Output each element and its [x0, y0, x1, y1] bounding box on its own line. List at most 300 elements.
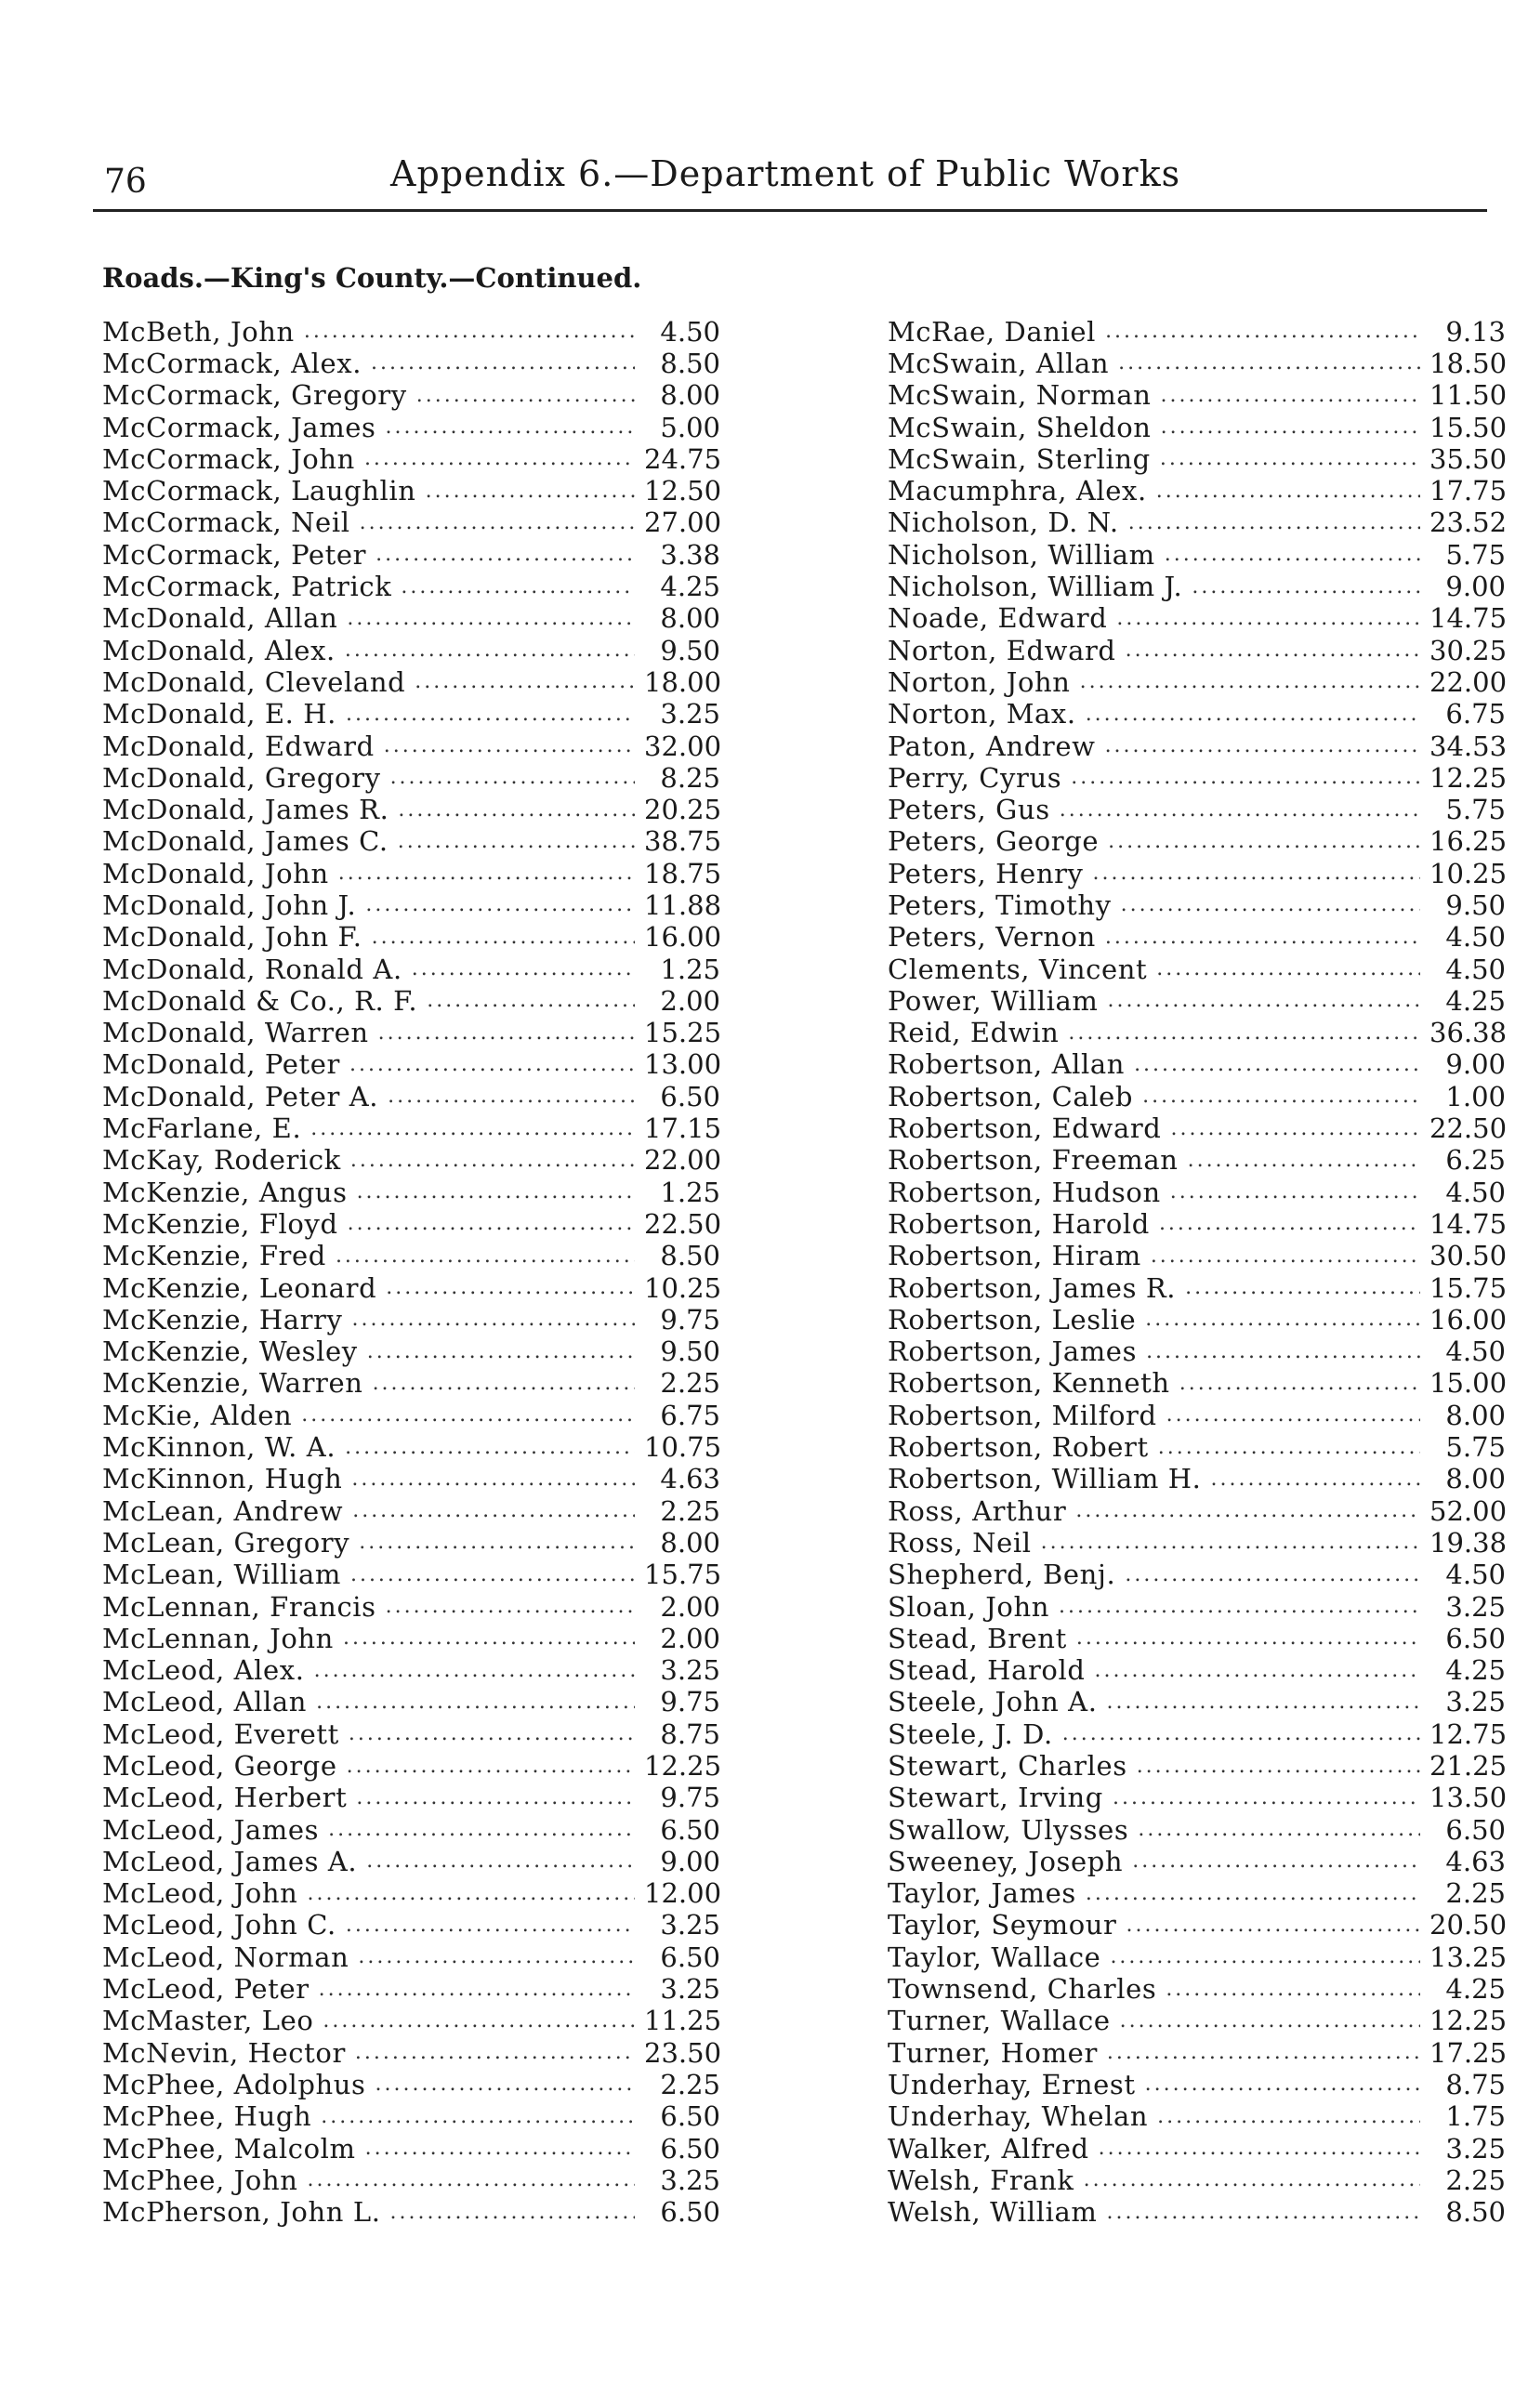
- entry-amount: 4.50: [1445, 1559, 1506, 1591]
- entry-name: McDonald & Co., R. F.: [102, 984, 418, 1017]
- entry-name: McDonald, Warren: [102, 1017, 369, 1049]
- dot-leader: [348, 1214, 635, 1234]
- entry-name: Ross, Neil: [888, 1526, 1032, 1559]
- entry-name: Stead, Harold: [888, 1654, 1086, 1687]
- dot-leader: [1075, 1501, 1420, 1521]
- list-item: [888, 2133, 1506, 2165]
- entry-name: Stewart, Charles: [888, 1750, 1127, 1782]
- entry-name: Shepherd, Benj.: [888, 1559, 1116, 1591]
- list-item: [888, 1846, 1506, 1877]
- entry-amount: 10.25: [1429, 857, 1508, 889]
- list-item: [888, 1177, 1506, 1208]
- list-item: [102, 475, 720, 507]
- list-item: [102, 1527, 720, 1559]
- dot-leader: [308, 2170, 635, 2191]
- entry-amount: 8.00: [660, 602, 720, 635]
- dot-leader: [367, 1342, 635, 1362]
- entry-name: McPherson, John L.: [102, 2196, 381, 2229]
- list-item: [888, 985, 1506, 1017]
- entry-name: McLean, William: [102, 1559, 341, 1591]
- dot-leader: [1059, 1597, 1420, 1617]
- entry-amount: 18.50: [1429, 347, 1508, 379]
- entry-name: Robertson, William H.: [888, 1463, 1202, 1495]
- list-item: [888, 316, 1506, 348]
- entry-amount: 3.25: [660, 1909, 720, 1941]
- dot-leader: [352, 1309, 635, 1330]
- dot-leader: [352, 1501, 635, 1521]
- list-item: [888, 1272, 1506, 1304]
- entry-name: McCormack, Gregory: [102, 379, 407, 412]
- entry-name: McDonald, James C.: [102, 825, 389, 858]
- entry-name: McPhee, Adolphus: [102, 2068, 366, 2100]
- entry-amount: 5.75: [1445, 538, 1506, 571]
- entry-name: Robertson, Allan: [888, 1048, 1126, 1081]
- entry-name: Peters, Vernon: [888, 921, 1096, 954]
- entry-amount: 27.00: [644, 507, 722, 539]
- entry-amount: 22.50: [1429, 1112, 1508, 1145]
- entry-name: Robertson, Edward: [888, 1112, 1162, 1145]
- dot-leader: [1106, 2203, 1420, 2223]
- dot-leader: [336, 1246, 635, 1267]
- dot-leader: [1156, 481, 1420, 502]
- dot-leader: [349, 1055, 635, 1075]
- list-item: [102, 794, 720, 825]
- entry-amount: 5.75: [1445, 1431, 1506, 1464]
- list-item: [888, 2069, 1506, 2100]
- left-column-list: [102, 316, 720, 2229]
- entry-amount: 1.00: [1445, 1080, 1506, 1112]
- entry-name: Nicholson, D. N.: [888, 507, 1119, 539]
- list-item: [888, 603, 1506, 635]
- dot-leader: [1126, 640, 1420, 661]
- entry-amount: 6.75: [1445, 698, 1506, 730]
- dot-leader: [347, 609, 635, 629]
- entry-amount: 3.25: [1445, 2132, 1506, 2165]
- list-item: [102, 922, 720, 954]
- dot-leader: [1156, 959, 1420, 980]
- entry-name: Robertson, Freeman: [888, 1144, 1179, 1177]
- entry-name: McLeod, George: [102, 1750, 337, 1782]
- entry-name: McLeod, Everett: [102, 1717, 339, 1750]
- dot-leader: [390, 768, 635, 788]
- entry-name: Walker, Alfred: [888, 2132, 1089, 2165]
- entry-name: McDonald, John: [102, 857, 329, 889]
- dot-leader: [398, 832, 635, 852]
- entry-amount: 15.00: [1429, 1367, 1508, 1400]
- list-item: [888, 954, 1506, 985]
- entry-amount: 3.25: [660, 1654, 720, 1687]
- dot-leader: [338, 863, 635, 884]
- entry-amount: 1.25: [660, 1176, 720, 1208]
- list-item: [102, 1495, 720, 1527]
- dot-leader: [1105, 322, 1420, 342]
- entry-name: Underhay, Whelan: [888, 2100, 1149, 2133]
- entry-name: Taylor, Seymour: [888, 1909, 1117, 1941]
- list-item: [102, 2165, 720, 2196]
- entry-amount: 2.25: [1445, 1877, 1506, 1910]
- list-item: [888, 1018, 1506, 1049]
- entry-amount: 2.25: [660, 2068, 720, 2100]
- entry-amount: 32.00: [644, 730, 722, 762]
- list-item: [102, 1431, 720, 1463]
- entry-name: McKie, Alden: [102, 1399, 293, 1431]
- dot-leader: [349, 1724, 635, 1744]
- list-item: [888, 922, 1506, 954]
- dot-leader: [1138, 1820, 1420, 1840]
- entry-name: Robertson, Harold: [888, 1207, 1150, 1240]
- list-item: [102, 2006, 720, 2037]
- entry-amount: 4.63: [1445, 1845, 1506, 1877]
- dot-leader: [1118, 353, 1420, 374]
- list-item: [888, 1464, 1506, 1495]
- list-item: [102, 1910, 720, 1941]
- list-item: [888, 2165, 1506, 2196]
- entry-name: Robertson, Kenneth: [888, 1367, 1170, 1400]
- entry-name: McCormack, John: [102, 442, 355, 475]
- list-item: [888, 443, 1506, 475]
- dot-leader: [378, 1023, 635, 1044]
- list-item: [888, 635, 1506, 666]
- entry-name: McDonald, James R.: [102, 794, 389, 826]
- entry-name: McLeod, Norman: [102, 1941, 349, 1973]
- entry-amount: 6.50: [660, 2132, 720, 2165]
- list-item: [102, 380, 720, 412]
- dot-leader: [427, 991, 635, 1011]
- entry-name: McLeod, Allan: [102, 1686, 308, 1718]
- list-item: [888, 1304, 1506, 1336]
- entry-amount: 13.00: [644, 1048, 722, 1081]
- entry-amount: 6.50: [660, 2196, 720, 2229]
- list-item: [102, 1591, 720, 1623]
- entry-name: McPhee, Malcolm: [102, 2132, 356, 2165]
- list-item: [102, 666, 720, 698]
- dot-leader: [415, 672, 635, 692]
- entry-amount: 4.50: [1445, 1176, 1506, 1208]
- dot-leader: [343, 1628, 635, 1649]
- entry-amount: 12.50: [644, 475, 722, 507]
- entry-amount: 6.50: [1445, 1813, 1506, 1846]
- entry-amount: 3.25: [660, 2164, 720, 2196]
- dot-leader: [1084, 2170, 1420, 2191]
- dot-leader: [375, 2074, 635, 2095]
- entry-amount: 23.52: [1429, 507, 1508, 539]
- dot-leader: [1158, 1438, 1420, 1458]
- dot-leader: [1211, 1469, 1420, 1490]
- dot-leader: [412, 959, 635, 980]
- entry-amount: 16.25: [1429, 825, 1508, 858]
- list-item: [102, 316, 720, 348]
- list-item: [888, 730, 1506, 762]
- dot-leader: [1159, 1214, 1420, 1234]
- dot-leader: [1126, 1915, 1420, 1936]
- list-item: [888, 1718, 1506, 1750]
- entry-name: McDonald, John J.: [102, 888, 357, 921]
- entry-name: McCormack, Patrick: [102, 571, 392, 603]
- list-item: [102, 2069, 720, 2100]
- entry-amount: 8.75: [660, 1717, 720, 1750]
- dot-leader: [1145, 1309, 1420, 1330]
- entry-amount: 36.38: [1429, 1017, 1508, 1049]
- entry-name: Clements, Vincent: [888, 953, 1148, 985]
- entry-name: McCormack, James: [102, 411, 376, 443]
- dot-leader: [358, 1947, 635, 1967]
- list-item: [888, 1527, 1506, 1559]
- list-item: [102, 1973, 720, 2005]
- entry-name: McDonald, Ronald A.: [102, 953, 402, 985]
- dot-leader: [1132, 1851, 1420, 1872]
- entry-name: McLean, Gregory: [102, 1526, 350, 1559]
- dot-leader: [1095, 1661, 1420, 1681]
- dot-leader: [345, 640, 635, 661]
- list-item: [102, 2101, 720, 2133]
- entry-name: McSwain, Allan: [888, 347, 1110, 379]
- entry-amount: 9.50: [1445, 888, 1506, 921]
- entry-amount: 6.25: [1445, 1144, 1506, 1177]
- dot-leader: [1086, 704, 1420, 725]
- list-item: [888, 794, 1506, 825]
- dot-leader: [371, 353, 635, 374]
- list-item: [102, 762, 720, 794]
- entry-amount: 2.25: [660, 1367, 720, 1400]
- list-item: [102, 1400, 720, 1431]
- dot-leader: [1142, 1086, 1420, 1107]
- dot-leader: [356, 1788, 635, 1809]
- dot-leader: [1134, 1055, 1420, 1075]
- list-item: [102, 1623, 720, 1654]
- entry-amount: 9.50: [660, 1336, 720, 1368]
- dot-leader: [1071, 768, 1420, 788]
- dot-leader: [1192, 577, 1420, 598]
- entry-amount: 8.00: [660, 379, 720, 412]
- dot-leader: [1166, 1405, 1420, 1426]
- entry-amount: 12.25: [644, 1750, 722, 1782]
- entry-amount: 15.75: [644, 1559, 722, 1591]
- dot-leader: [416, 386, 635, 406]
- dot-leader: [316, 1692, 635, 1713]
- entry-amount: 2.00: [660, 984, 720, 1017]
- dot-leader: [1157, 2107, 1420, 2127]
- entry-name: Robertson, Caleb: [888, 1080, 1134, 1112]
- dot-leader: [375, 545, 635, 565]
- entry-name: McKenzie, Floyd: [102, 1207, 338, 1240]
- entry-name: McKinnon, Hugh: [102, 1463, 343, 1495]
- entry-name: Turner, Wallace: [888, 2005, 1111, 2037]
- entry-name: McDonald, Alex.: [102, 634, 336, 666]
- dot-leader: [355, 2043, 635, 2063]
- entry-amount: 4.50: [1445, 921, 1506, 954]
- entry-name: Robertson, Hudson: [888, 1176, 1161, 1208]
- entry-amount: 4.25: [1445, 1654, 1506, 1687]
- entry-amount: 38.75: [644, 825, 722, 858]
- entry-amount: 1.25: [660, 953, 720, 985]
- entry-amount: 22.00: [644, 1144, 722, 1177]
- entry-name: McLean, Andrew: [102, 1494, 344, 1527]
- entry-amount: 13.50: [1429, 1782, 1508, 1814]
- list-item: [888, 2006, 1506, 2037]
- dot-leader: [310, 1119, 635, 1139]
- dot-leader: [319, 1980, 635, 2000]
- dot-leader: [321, 2107, 635, 2127]
- dot-leader: [1160, 386, 1420, 406]
- dot-leader: [398, 800, 635, 821]
- list-item: [102, 1304, 720, 1336]
- entry-amount: 4.25: [1445, 984, 1506, 1017]
- entry-name: Swallow, Ulysses: [888, 1813, 1129, 1846]
- list-item: [102, 1049, 720, 1081]
- dot-leader: [357, 1182, 635, 1203]
- list-item: [888, 412, 1506, 443]
- list-item: [102, 2037, 720, 2069]
- entry-amount: 8.00: [660, 1526, 720, 1559]
- dot-leader: [1105, 736, 1420, 757]
- entry-amount: 8.50: [1445, 2196, 1506, 2229]
- entry-name: Perry, Cyrus: [888, 761, 1062, 794]
- entry-amount: 30.25: [1429, 634, 1508, 666]
- dot-leader: [1125, 1565, 1420, 1586]
- entry-name: McPhee, Hugh: [102, 2100, 312, 2133]
- entry-amount: 17.15: [644, 1112, 722, 1145]
- dot-leader: [384, 736, 635, 757]
- dot-leader: [1166, 1980, 1420, 2000]
- list-item: [888, 475, 1506, 507]
- dot-leader: [1107, 2043, 1420, 2063]
- entry-name: Robertson, Robert: [888, 1431, 1149, 1464]
- list-item: [102, 985, 720, 1017]
- entry-name: Power, William: [888, 984, 1099, 1017]
- list-item: [102, 826, 720, 858]
- list-item: [102, 730, 720, 762]
- dot-leader: [373, 1374, 635, 1394]
- dot-leader: [346, 704, 635, 725]
- list-item: [888, 1973, 1506, 2005]
- list-item: [102, 1208, 720, 1240]
- entry-name: Welsh, William: [888, 2196, 1098, 2229]
- entry-name: Ross, Arthur: [888, 1494, 1067, 1527]
- entry-name: McDonald, John F.: [102, 921, 362, 954]
- entry-amount: 9.13: [1445, 315, 1506, 348]
- entry-amount: 16.00: [1429, 1303, 1508, 1336]
- entry-name: McSwain, Sterling: [888, 442, 1151, 475]
- entry-amount: 10.25: [644, 1271, 722, 1304]
- dot-leader: [388, 1086, 635, 1107]
- dot-leader: [1105, 928, 1420, 948]
- list-item: [888, 1941, 1506, 1973]
- list-item: [888, 1145, 1506, 1177]
- entry-name: McDonald, Peter A.: [102, 1080, 379, 1112]
- entry-name: Nicholson, William J.: [888, 571, 1183, 603]
- entry-amount: 4.50: [1445, 1336, 1506, 1368]
- entry-amount: 22.00: [1429, 665, 1508, 698]
- dot-leader: [1068, 1023, 1420, 1044]
- entry-name: Macumphra, Alex.: [888, 475, 1147, 507]
- list-item: [888, 1368, 1506, 1400]
- dot-leader: [346, 1915, 635, 1936]
- list-item: [888, 1623, 1506, 1654]
- entry-name: Robertson, James R.: [888, 1271, 1177, 1304]
- entry-name: Steele, J. D.: [888, 1717, 1053, 1750]
- list-item: [102, 1464, 720, 1495]
- entry-amount: 17.25: [1429, 2036, 1508, 2069]
- entry-amount: 21.25: [1429, 1750, 1508, 1782]
- entry-name: McKenzie, Angus: [102, 1176, 348, 1208]
- entry-name: Steele, John A.: [888, 1686, 1098, 1718]
- list-item: [102, 1750, 720, 1782]
- list-item: [102, 1368, 720, 1400]
- entry-amount: 2.25: [660, 1494, 720, 1527]
- list-item: [102, 1336, 720, 1368]
- dot-leader: [1128, 513, 1420, 533]
- list-item: [888, 666, 1506, 698]
- entry-amount: 20.50: [1429, 1909, 1508, 1941]
- entry-name: Welsh, Frank: [888, 2164, 1074, 2196]
- entry-amount: 18.75: [644, 857, 722, 889]
- entry-amount: 14.75: [1429, 602, 1508, 635]
- dot-leader: [323, 2011, 635, 2032]
- list-item: [888, 762, 1506, 794]
- list-item: [888, 507, 1506, 539]
- entry-amount: 6.75: [660, 1399, 720, 1431]
- dot-leader: [1185, 1278, 1420, 1298]
- entry-name: McLennan, Francis: [102, 1590, 376, 1623]
- entry-amount: 5.75: [1445, 794, 1506, 826]
- list-item: [888, 571, 1506, 602]
- entry-amount: 4.25: [1445, 1973, 1506, 2006]
- entry-amount: 12.00: [644, 1877, 722, 1910]
- dot-leader: [350, 1565, 635, 1586]
- dot-leader: [1160, 449, 1420, 469]
- entry-amount: 4.50: [1445, 953, 1506, 985]
- entry-name: Stead, Brent: [888, 1622, 1067, 1654]
- entry-name: McCormack, Peter: [102, 538, 367, 571]
- dot-leader: [359, 1533, 635, 1553]
- entry-name: Paton, Andrew: [888, 730, 1096, 762]
- entry-amount: 3.25: [660, 1973, 720, 2006]
- list-item: [888, 1750, 1506, 1782]
- entry-amount: 2.00: [660, 1622, 720, 1654]
- entry-name: Sloan, John: [888, 1590, 1050, 1623]
- dot-leader: [1146, 1342, 1420, 1362]
- entry-amount: 3.25: [1445, 1590, 1506, 1623]
- entry-name: McDonald, Cleveland: [102, 665, 406, 698]
- entry-name: McBeth, John: [102, 315, 295, 348]
- entry-name: McLeod, Alex.: [102, 1654, 305, 1687]
- entry-amount: 3.25: [660, 698, 720, 730]
- entry-amount: 11.88: [644, 888, 722, 921]
- list-item: [102, 443, 720, 475]
- entry-name: McKay, Roderick: [102, 1144, 341, 1177]
- dot-leader: [390, 2203, 635, 2223]
- list-item: [102, 507, 720, 539]
- entry-name: Taylor, James: [888, 1877, 1076, 1910]
- entry-amount: 4.50: [660, 315, 720, 348]
- list-item: [888, 539, 1506, 571]
- list-item: [888, 1208, 1506, 1240]
- list-item: [102, 1081, 720, 1112]
- entry-amount: 15.25: [644, 1017, 722, 1049]
- entry-amount: 19.38: [1429, 1526, 1508, 1559]
- list-item: [102, 2133, 720, 2165]
- dot-leader: [1062, 1724, 1420, 1744]
- entry-amount: 24.75: [644, 442, 722, 475]
- entry-amount: 20.25: [644, 794, 722, 826]
- list-item: [888, 380, 1506, 412]
- entry-name: McCormack, Alex.: [102, 347, 362, 379]
- entry-amount: 2.00: [660, 1590, 720, 1623]
- entry-amount: 6.50: [660, 1941, 720, 1973]
- entry-name: Robertson, Hiram: [888, 1240, 1141, 1272]
- list-item: [102, 1687, 720, 1718]
- entry-name: McSwain, Sheldon: [888, 411, 1152, 443]
